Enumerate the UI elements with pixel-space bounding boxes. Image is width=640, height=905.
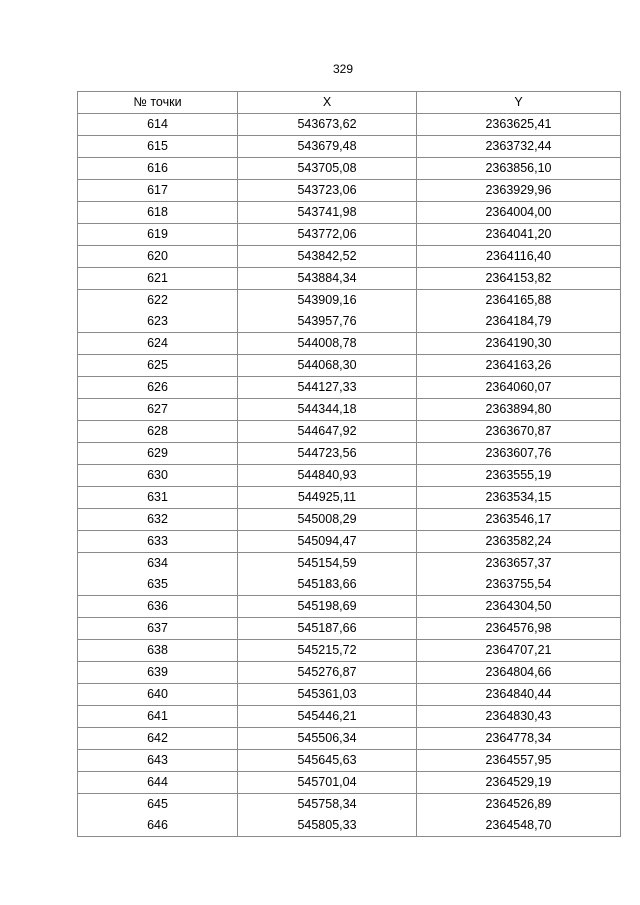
point-number-cell: 626 [78, 377, 238, 399]
point-number-cell: 643 [78, 750, 238, 772]
y-coordinate-cell: 2363625,41 [417, 114, 621, 136]
table-row [78, 158, 621, 180]
point-number-cell: 621 [78, 268, 238, 290]
table-row [78, 268, 621, 290]
x-coordinate-cell: 545094,47 [238, 531, 417, 553]
x-coordinate-cell: 545701,04 [238, 772, 417, 794]
point-number-cell: 628 [78, 421, 238, 443]
y-coordinate-cell: 2364153,82 [417, 268, 621, 290]
y-coordinate-cell: 2363732,44 [417, 136, 621, 158]
y-coordinate-cell: 2364840,44 [417, 684, 621, 706]
header-row [78, 92, 621, 114]
table-row [78, 794, 621, 816]
table-row [78, 662, 621, 684]
page-number: 329 [332, 62, 354, 76]
y-coordinate-cell: 2363929,96 [417, 180, 621, 202]
table-row [78, 290, 621, 312]
table-row [78, 443, 621, 465]
y-coordinate-cell: 2364778,34 [417, 728, 621, 750]
point-number-cell: 617 [78, 180, 238, 202]
x-coordinate-cell: 543679,48 [238, 136, 417, 158]
point-number-cell: 629 [78, 443, 238, 465]
x-coordinate-cell: 545805,33 [238, 815, 417, 837]
table-row [78, 311, 621, 333]
y-coordinate-cell: 2363856,10 [417, 158, 621, 180]
point-number-cell: 632 [78, 509, 238, 531]
x-coordinate-cell: 545506,34 [238, 728, 417, 750]
x-coordinate-cell: 543705,08 [238, 158, 417, 180]
x-coordinate-cell: 543842,52 [238, 246, 417, 268]
x-coordinate-cell: 545645,63 [238, 750, 417, 772]
y-coordinate-cell: 2363582,24 [417, 531, 621, 553]
x-coordinate-cell: 545276,87 [238, 662, 417, 684]
table-row [78, 487, 621, 509]
point-number-cell: 646 [78, 815, 238, 837]
x-coordinate-cell: 545008,29 [238, 509, 417, 531]
header-x: X [238, 92, 417, 114]
point-number-cell: 634 [78, 553, 238, 575]
y-coordinate-cell: 2364830,43 [417, 706, 621, 728]
point-number-cell: 645 [78, 794, 238, 816]
point-number-cell: 642 [78, 728, 238, 750]
y-coordinate-cell: 2364060,07 [417, 377, 621, 399]
x-coordinate-cell: 545198,69 [238, 596, 417, 618]
table-row [78, 815, 621, 837]
x-coordinate-cell: 545446,21 [238, 706, 417, 728]
x-coordinate-cell: 543741,98 [238, 202, 417, 224]
x-coordinate-cell: 545361,03 [238, 684, 417, 706]
y-coordinate-cell: 2363534,15 [417, 487, 621, 509]
point-number-cell: 622 [78, 290, 238, 312]
point-number-cell: 636 [78, 596, 238, 618]
point-number-cell: 630 [78, 465, 238, 487]
table-row [78, 618, 621, 640]
point-number-cell: 614 [78, 114, 238, 136]
table-header [78, 92, 621, 114]
x-coordinate-cell: 543957,76 [238, 311, 417, 333]
point-number-cell: 633 [78, 531, 238, 553]
y-coordinate-cell: 2364165,88 [417, 290, 621, 312]
y-coordinate-cell: 2363670,87 [417, 421, 621, 443]
x-coordinate-cell: 543673,62 [238, 114, 417, 136]
x-coordinate-cell: 544344,18 [238, 399, 417, 421]
point-number-cell: 641 [78, 706, 238, 728]
table-row [78, 246, 621, 268]
table-row [78, 224, 621, 246]
y-coordinate-cell: 2363755,54 [417, 574, 621, 596]
x-coordinate-cell: 544840,93 [238, 465, 417, 487]
x-coordinate-cell: 544723,56 [238, 443, 417, 465]
table-row [78, 509, 621, 531]
y-coordinate-cell: 2363894,80 [417, 399, 621, 421]
x-coordinate-cell: 543723,06 [238, 180, 417, 202]
point-number-cell: 637 [78, 618, 238, 640]
table-row [78, 706, 621, 728]
point-number-cell: 644 [78, 772, 238, 794]
x-coordinate-cell: 544925,11 [238, 487, 417, 509]
point-number-cell: 638 [78, 640, 238, 662]
table-row [78, 772, 621, 794]
table-row [78, 399, 621, 421]
table-row [78, 377, 621, 399]
header-y: Y [417, 92, 621, 114]
point-number-cell: 618 [78, 202, 238, 224]
table-row [78, 531, 621, 553]
point-number-cell: 640 [78, 684, 238, 706]
y-coordinate-cell: 2364163,26 [417, 355, 621, 377]
table-row [78, 202, 621, 224]
coordinates-table [77, 91, 621, 837]
y-coordinate-cell: 2364557,95 [417, 750, 621, 772]
table-row [78, 465, 621, 487]
x-coordinate-cell: 545758,34 [238, 794, 417, 816]
point-number-cell: 615 [78, 136, 238, 158]
table-row [78, 596, 621, 618]
table-row [78, 574, 621, 596]
point-number-cell: 631 [78, 487, 238, 509]
x-coordinate-cell: 545215,72 [238, 640, 417, 662]
point-number-cell: 625 [78, 355, 238, 377]
y-coordinate-cell: 2363657,37 [417, 553, 621, 575]
y-coordinate-cell: 2364804,66 [417, 662, 621, 684]
x-coordinate-cell: 543884,34 [238, 268, 417, 290]
y-coordinate-cell: 2364004,00 [417, 202, 621, 224]
point-number-cell: 635 [78, 574, 238, 596]
table-row [78, 114, 621, 136]
x-coordinate-cell: 543909,16 [238, 290, 417, 312]
point-number-cell: 619 [78, 224, 238, 246]
table-row [78, 421, 621, 443]
y-coordinate-cell: 2364116,40 [417, 246, 621, 268]
y-coordinate-cell: 2364707,21 [417, 640, 621, 662]
y-coordinate-cell: 2364576,98 [417, 618, 621, 640]
x-coordinate-cell: 543772,06 [238, 224, 417, 246]
table-row [78, 333, 621, 355]
table-row [78, 750, 621, 772]
y-coordinate-cell: 2364529,19 [417, 772, 621, 794]
y-coordinate-cell: 2364526,89 [417, 794, 621, 816]
x-coordinate-cell: 544647,92 [238, 421, 417, 443]
point-number-cell: 627 [78, 399, 238, 421]
table-row [78, 553, 621, 575]
x-coordinate-cell: 544127,33 [238, 377, 417, 399]
point-number-cell: 624 [78, 333, 238, 355]
y-coordinate-cell: 2364304,50 [417, 596, 621, 618]
y-coordinate-cell: 2363546,17 [417, 509, 621, 531]
y-coordinate-cell: 2364548,70 [417, 815, 621, 837]
header-point-number: № точки [78, 92, 238, 114]
y-coordinate-cell: 2364041,20 [417, 224, 621, 246]
table-row [78, 355, 621, 377]
x-coordinate-cell: 544068,30 [238, 355, 417, 377]
y-coordinate-cell: 2363607,76 [417, 443, 621, 465]
table-body [78, 114, 621, 837]
table-row [78, 180, 621, 202]
y-coordinate-cell: 2364184,79 [417, 311, 621, 333]
point-number-cell: 620 [78, 246, 238, 268]
y-coordinate-cell: 2364190,30 [417, 333, 621, 355]
table-row [78, 136, 621, 158]
x-coordinate-cell: 544008,78 [238, 333, 417, 355]
table-row [78, 640, 621, 662]
point-number-cell: 616 [78, 158, 238, 180]
point-number-cell: 639 [78, 662, 238, 684]
x-coordinate-cell: 545187,66 [238, 618, 417, 640]
x-coordinate-cell: 545183,66 [238, 574, 417, 596]
point-number-cell: 623 [78, 311, 238, 333]
table-row [78, 728, 621, 750]
x-coordinate-cell: 545154,59 [238, 553, 417, 575]
y-coordinate-cell: 2363555,19 [417, 465, 621, 487]
table-row [78, 684, 621, 706]
